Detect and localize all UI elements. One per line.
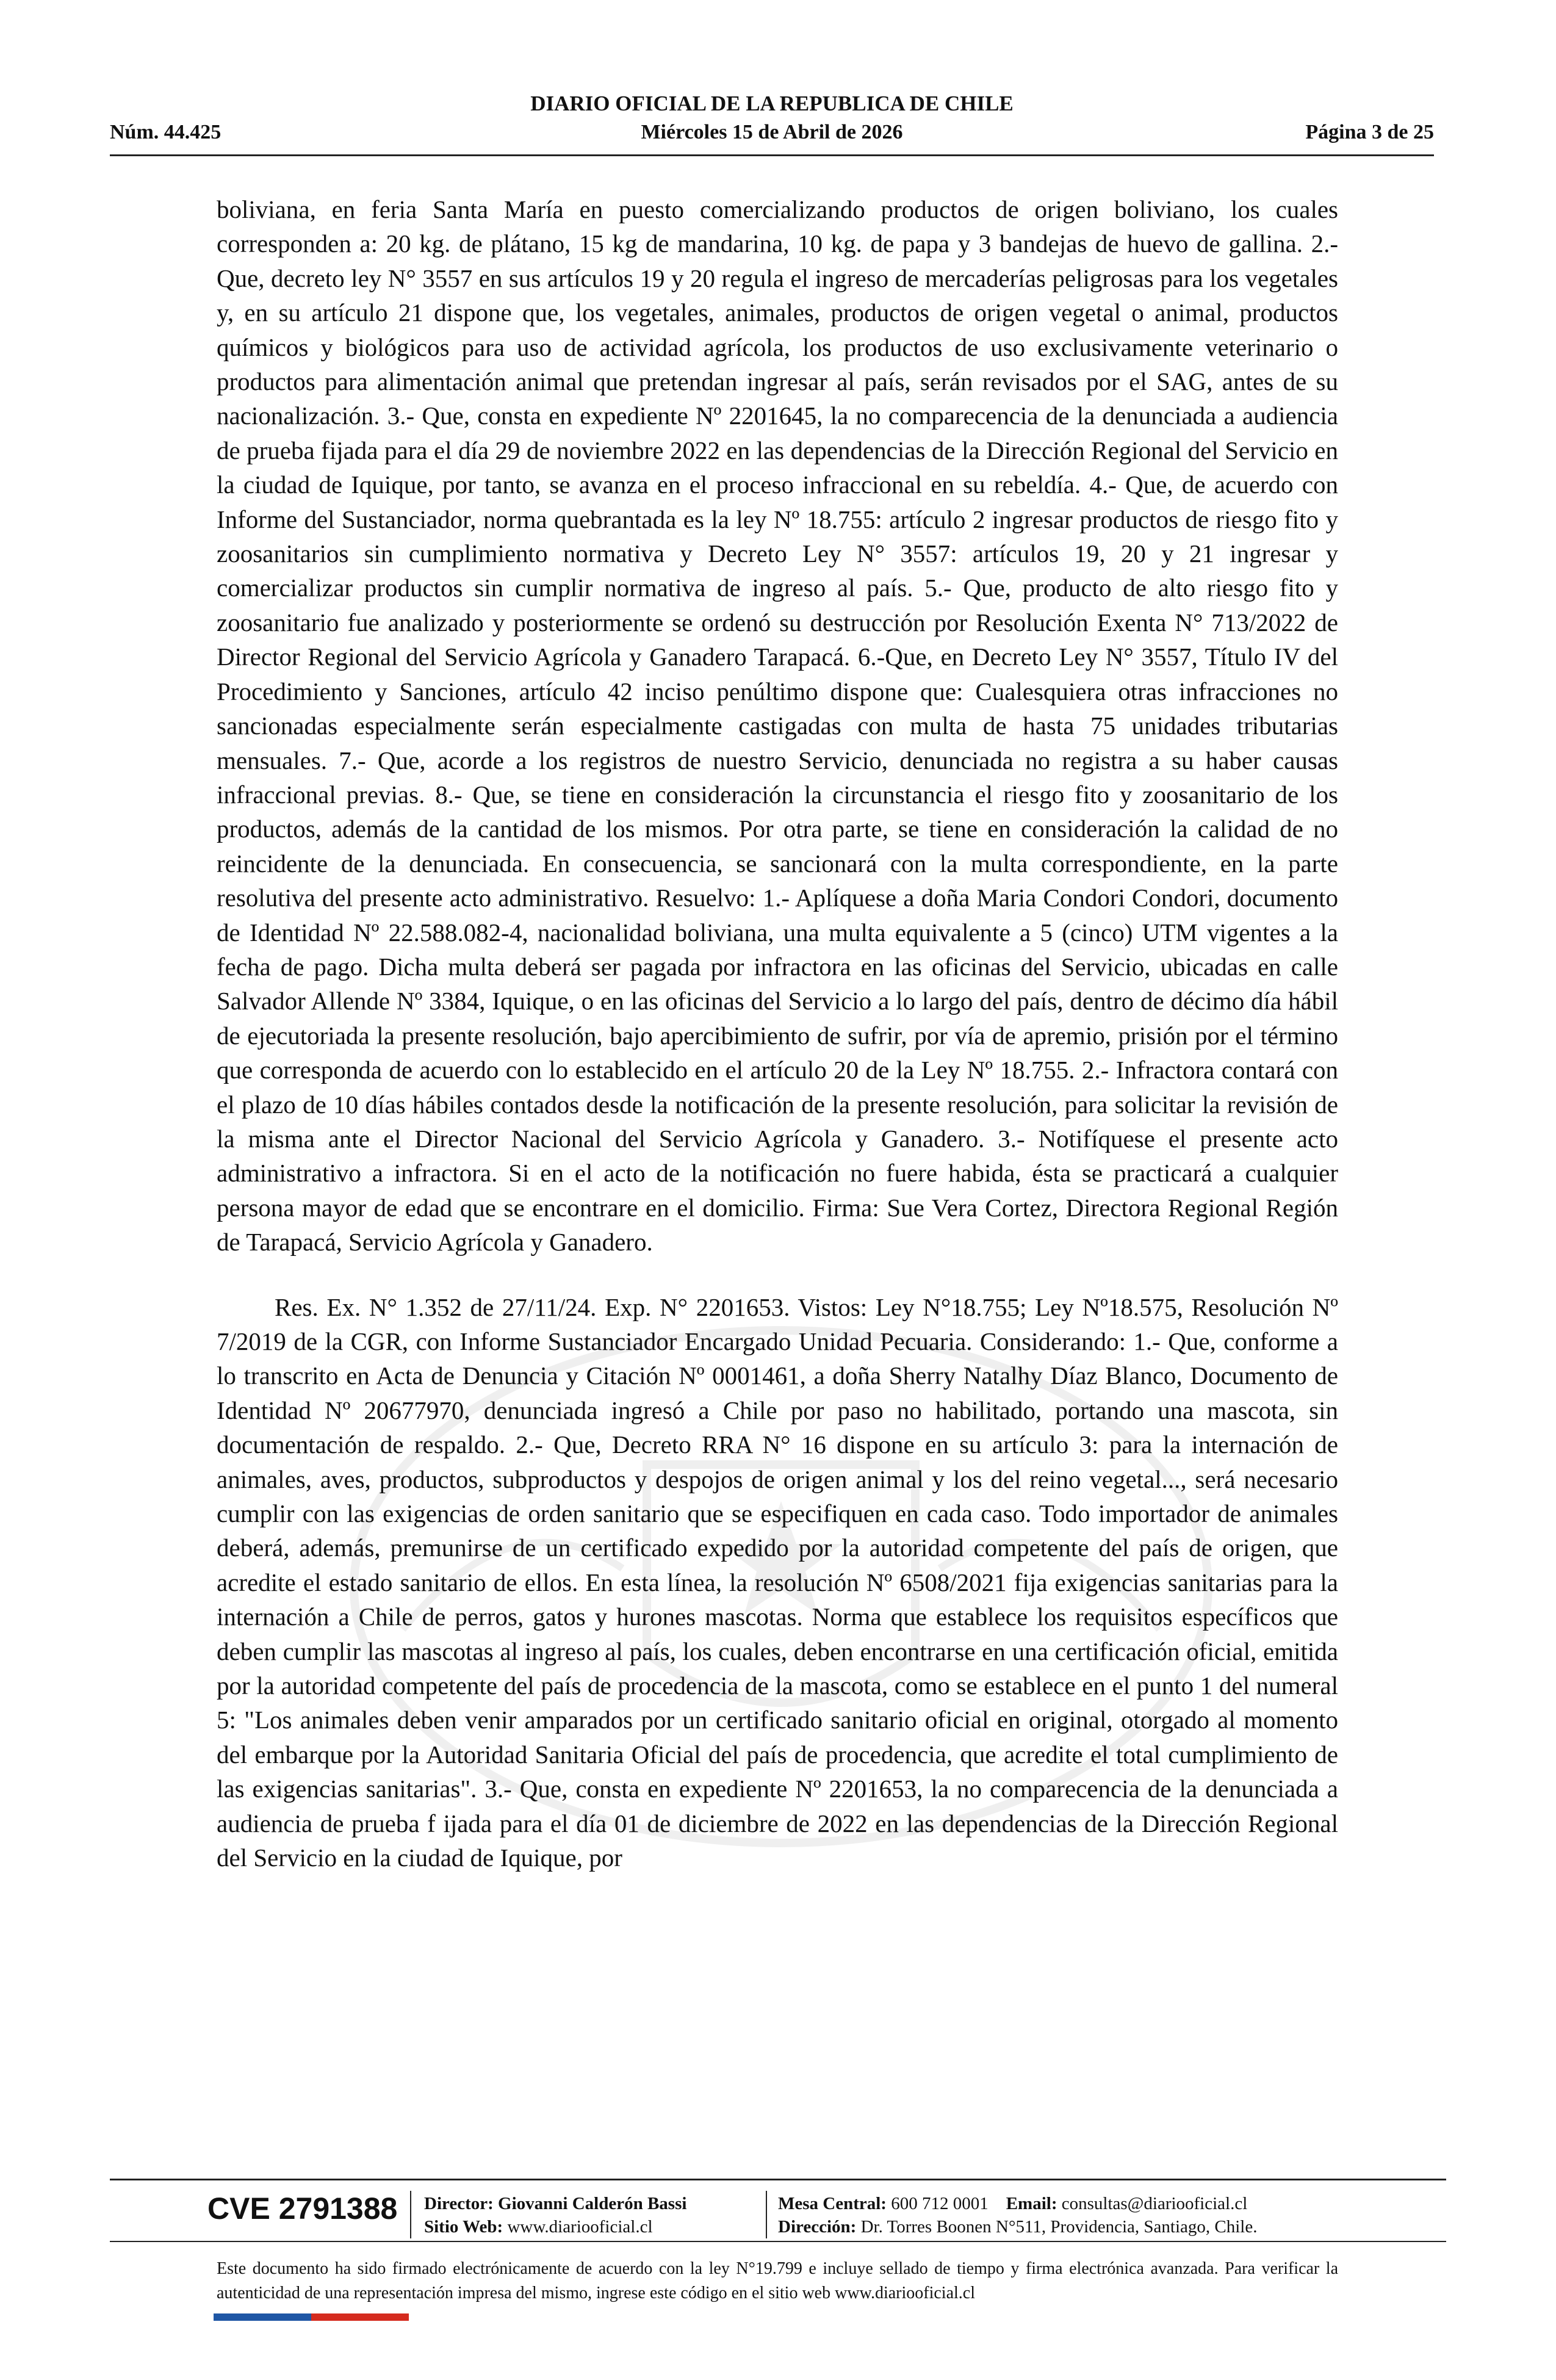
flag-color-bar xyxy=(214,2313,409,2321)
phone-number: 600 712 0001 xyxy=(891,2194,989,2213)
footer-director-info xyxy=(424,2192,686,2238)
site-link[interactable]: www.diariooficial.cl xyxy=(507,2217,653,2237)
director-label: Director: xyxy=(424,2194,494,2213)
address-label: Dirección: xyxy=(778,2217,857,2237)
footer-divider xyxy=(110,2241,1446,2242)
site-label: Sitio Web: xyxy=(424,2217,503,2237)
footer-separator xyxy=(766,2191,767,2238)
director-name: Giovanni Calderón Bassi xyxy=(498,2194,687,2213)
email-link[interactable]: consultas@diariooficial.cl xyxy=(1061,2194,1248,2213)
header-divider xyxy=(110,154,1434,156)
email-label: Email: xyxy=(1006,2194,1057,2213)
issue-number: Núm. 44.425 xyxy=(110,121,222,143)
flag-blue-segment xyxy=(214,2313,311,2321)
electronic-signature-note: Este documento ha sido firmado electrónicamente de acuerdo con la ley N°19.799 e incluye sellado de tiempo y firma electrónica avanzada. Para verificar la autenticidad de una representación impresa del mismo, ingrese este código en el sitio web www.diariooficial.cl xyxy=(217,2259,1338,2302)
resolution-paragraph: Res. Ex. N° 1.352 de 27/11/24. Exp. N° 2201653. Vistos: Ley N°18.755; Ley Nº18.575, Resolución Nº 7/2019 de la CGR, con Informe Sustanciador Encargado Unidad Pecuaria. Considerando: 1.- Que, conforme a lo transcrito en Acta de Denuncia y Citación Nº 0001461, a doña Sherry Natalhy Díaz Blanco, Documento de Identidad Nº 20677970, denunciada ingresó a Chile por paso no habilitado, portando una mascota, sin documentación de respaldo. 2.- Que, Decreto RRA N° 16 dispone en su artículo 3: para la internación de animales, aves, productos, subproductos y despojos de origen animal y los del reino vegetal..., será necesario cumplir con las exigencias de orden sanitario que se especifiquen en cada caso. Todo importador de animales deberá, además, premunirse de un certificado expedido por la autoridad competente del país de origen, que acredite el estado sanitario de ellos. En esta línea, la resolución Nº 6508/2021 fija exigencias sanitarias para la internación a Chile de perros, gatos y hurones mascotas. Norma que establece los requisitos específicos que deben cumplir las mascotas al ingreso al país, los cuales, deben encontrarse en una certificación oficial, emitida por la autoridad competente del país de procedencia de la mascota, como se establece en el punto 1 del numeral 5: "Los animales deben venir amparados por un certificado sanitario oficial en original, otorgado al momento del embarque por la Autoridad Sanitaria Oficial del país de procedencia, que acredite el total cumplimiento de las exigencias sanitarias". 3.- Que, consta en expediente Nº 2201653, la no comparecencia de la denunciada a audiencia de prueba f ijada para el día 01 de diciembre de 2022 en las dependencias de la Dirección Regional del Servicio en la ciudad de Iquique, por xyxy=(217,1293,1338,1872)
newspaper-title: DIARIO OFICIAL DE LA REPUBLICA DE CHILE xyxy=(530,92,1014,115)
flag-red-segment xyxy=(311,2313,409,2321)
address-text: Dr. Torres Boonen N°511, Providencia, Santiago, Chile. xyxy=(860,2217,1258,2237)
page-header xyxy=(110,92,1434,153)
cve-code: CVE 2791388 xyxy=(207,2191,398,2226)
document-body xyxy=(217,192,1338,1875)
page-indicator: Página 3 de 25 xyxy=(1305,121,1434,143)
resolution-paragraph: boliviana, en feria Santa María en puesto comercializando productos de origen boliviano, los cuales corresponden a: 20 kg. de plátano, 15 kg de mandarina, 10 kg. de papa y 3 bandejas de huevo de gallina. 2.- Que, decreto ley N° 3557 en sus artículos 19 y 20 regula el ingreso de mercaderías peligrosas para los vegetales y, en su artículo 21 dispone que, los vegetales, animales, productos de origen vegetal o animal, productos químicos y biológicos para uso de actividad agrícola, los productos de uso exclusivamente veterinario o productos para alimentación animal que pretendan ingresar al país, serán revisados por el SAG, antes de su nacionalización. 3.- Que, consta en expediente Nº 2201645, la no comparecencia de la denunciada a audiencia de prueba fijada para el día 29 de noviembre 2022 en las dependencias de la Dirección Regional del Servicio en la ciudad de Iquique, por tanto, se avanza en el proceso infraccional en su rebeldía. 4.- Que, de acuerdo con Informe del Sustanciador, norma quebrantada es la ley Nº 18.755: artículo 2 ingresar productos de riesgo fito y zoosanitarios sin cumplimiento normativa y Decreto Ley N° 3557: artículos 19, 20 y 21 ingresar y comercializar productos sin cumplir normativa de ingreso al país. 5.- Que, producto de alto riesgo fito y zoosanitario fue analizado y posteriormente se ordenó su destrucción por Resolución Exenta N° 713/2022 de Director Regional del Servicio Agrícola y Ganadero Tarapacá. 6.-Que, en Decreto Ley N° 3557, Título IV del Procedimiento y Sanciones, artículo 42 inciso penúltimo dispone que: Cualesquiera otras infracciones no sancionadas especialmente serán especialmente castigadas con multa de hasta 75 unidades tributarias mensuales. 7.- Que, acorde a los registros de nuestro Servicio, denunciada no registra a su haber causas infraccional previas. 8.- Que, se tiene en consideración la circunstancia el riesgo fito y zoosanitario de los productos, además de la cantidad de los mismos. Por otra parte, se tiene en consideración la calidad de no reincidente de la denunciada. En consecuencia, se sancionará con la multa correspondiente, en la parte resolutiva del presente acto administrativo. Resuelvo: 1.- Aplíquese a doña Maria Condori Condori, documento de Identidad Nº 22.588.082-4, nacionalidad boliviana, una multa equivalente a 5 (cinco) UTM vigentes a la fecha de pago. Dicha multa deberá ser pagada por infractora en las oficinas del Servicio, ubicadas en calle Salvador Allende Nº 3384, Iquique, o en las oficinas del Servicio a lo largo del país, dentro de décimo día hábil de ejecutoriada la presente resolución, bajo apercibimiento de sufrir, por vía de apremio, prisión por el término que corresponda de acuerdo con lo establecido en el artículo 20 de la Ley Nº 18.755. 2.- Infractora contará con el plazo de 10 días hábiles contados desde la notificación de la presente resolución, para solicitar la revisión de la misma ante el Director Nacional del Servicio Agrícola y Ganadero. 3.- Notifíquese el presente acto administrativo a infractora. Si en el acto de la notificación no fuere habida, ésta se practicará a cualquier persona mayor de edad que se encontrare en el domicilio. Firma: Sue Vera Cortez, Directora Regional Región de Tarapacá, Servicio Agrícola y Ganadero. xyxy=(217,195,1338,1257)
footer-divider xyxy=(110,2179,1446,2180)
issue-date: Miércoles 15 de Abril de 2026 xyxy=(641,121,903,143)
footer-separator xyxy=(410,2191,411,2238)
phone-label: Mesa Central: xyxy=(778,2194,887,2213)
footer-contact-info xyxy=(778,2192,1257,2238)
